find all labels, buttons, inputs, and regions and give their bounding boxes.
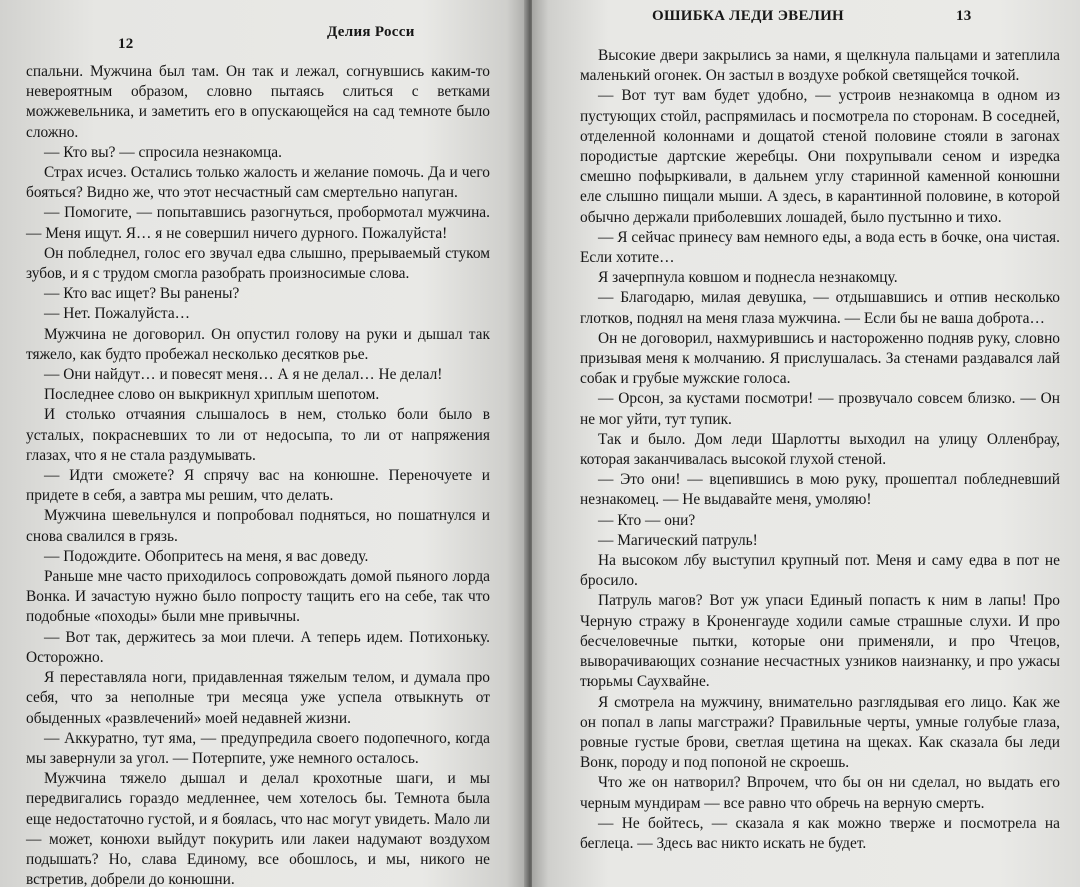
paragraph: Раньше мне часто приходилось сопровождать домой пьяного лорда Вонка. И зачастую нужно было попросту тащить его на себе, так что подобные «походы» были мне привычны.	[26, 568, 490, 626]
paragraph: Что же он натворил? Впрочем, что бы он ни сделал, но выдать его черным мундирам — все равно что обречь на верную смерть.	[580, 774, 1060, 812]
paragraph: Мужчина не договорил. Он опустил голову на руки и дышал так тяжело, как будто пробежал несколько десятков рье.	[26, 325, 490, 363]
paragraph: — Благодарю, милая девушка, — отдышавшись и отпив несколько глотков, поднял на меня глаза мужчина. — Если бы не ваша доброта…	[580, 289, 1060, 327]
right-page	[532, 0, 1080, 887]
left-page	[0, 0, 528, 887]
paragraph: Он побледнел, голос его звучал едва слышно, прерываемый стуком зубов, и я с трудом смогла разобрать произносимые слова.	[26, 244, 490, 283]
paragraph: — Вот так, держитесь за мои плечи. А теперь идем. Потихоньку. Осторожно.	[26, 628, 490, 666]
paragraph: — Орсон, за кустами посмотри! — прозвучало совсем близко. — Он не мог уйти, тут тупик.	[580, 390, 1060, 428]
paragraph: Страх исчез. Остались только жалость и желание помочь. Да и чего бояться? Видно же, что этот несчастный сам смертельно напуган.	[26, 164, 490, 202]
paragraph: — Аккуратно, тут яма, — предупредила своего подопечного, когда мы завернули за угол. — Потерпите, уже немного осталось.	[26, 729, 490, 767]
paragraph: — Помогите, — попытавшись разогнуться, пробормотал мужчина. — Меня ищут. Я… я не совершил ничего дурного. Пожалуйста!	[26, 204, 490, 242]
running-title: ОШИБКА ЛЕДИ ЭВЕЛИН	[652, 8, 844, 24]
page-number: 12	[118, 36, 134, 52]
right-page-text	[580, 46, 1060, 854]
paragraph: На высоком лбу выступил крупный пот. Меня и саму едва в пот не бросило.	[580, 552, 1060, 590]
paragraph: — Кто вас ищет? Вы ранены?	[44, 285, 240, 303]
paragraph: Я переставляла ноги, придавленная тяжелым телом, и думала про себя, что за неполные три месяца уже успела отвыкнуть от обыденных «развлечений» моей недавней жизни.	[26, 669, 490, 727]
paragraph: — Подождите. Обопритесь на меня, я вас доведу.	[44, 547, 369, 565]
paragraph: спальни. Мужчина был там. Он так и лежал, согнувшись каким-то невероятным образом, словно пытаясь слиться с ветками можжевельника, и заметить его в опускающейся на сад темноте было сложно.	[26, 63, 490, 141]
paragraph: Я зачерпнула ковшом и поднесла незнакомцу.	[598, 269, 898, 287]
paragraph: Мужчина шевельнулся и попробовал подняться, но пошатнулся и снова свалился в грязь.	[26, 507, 490, 545]
paragraph: — Не бойтесь, — сказала я как можно тверже и посмотрела на беглеца. — Здесь вас никто искать не будет.	[580, 814, 1060, 852]
paragraph: Он не договорил, нахмурившись и настороженно подняв руку, словно призывая меня к молчанию. Я прислушалась. За стенами раздавался лай собак и грубые мужские голоса.	[580, 329, 1060, 388]
paragraph: — Нет. Пожалуйста…	[44, 305, 191, 323]
paragraph: — Кто — они?	[598, 511, 696, 529]
paragraph: Так и было. Дом леди Шарлотты выходил на улицу Олленбрау, которая заканчивалась высокой глухой стеной.	[580, 430, 1060, 469]
paragraph: — Они найдут… и повесят меня… А я не делал… Не делал!	[44, 366, 443, 384]
paragraph: — Магический патруль!	[598, 531, 758, 549]
paragraph: И столько отчаяния слышалось в нем, столько боли было в усталых, покрасневших то ли от недосыпа, то ли от напряжения глазах, что я не стала раздумывать.	[26, 406, 490, 464]
left-page-text	[26, 62, 490, 887]
page-number: 13	[956, 8, 972, 24]
paragraph: — Кто вы? — спросила незнакомца.	[44, 143, 282, 161]
paragraph: Мужчина тяжело дышал и делал крохотные шаги, и мы передвигались гораздо медленнее, чем хотелось бы. Темнота была еще недостаточно густой, и я боялась, что нас могут увидеть. Мало ли — может, конюхи выйдут покурить или лакеи надумают воздухом подышать? Но, слава Единому, все обошлось, и мы, никого не встретив, добрели до конюшни.	[26, 770, 490, 887]
paragraph: Последнее слово он выкрикнул хриплым шепотом.	[44, 386, 380, 404]
paragraph: — Идти сможете? Я спрячу вас на конюшне. Переночуете и придете в себя, а завтра мы решим, что делать.	[26, 467, 490, 505]
paragraph: — Вот тут вам будет удобно, — устроив незнакомца в одном из пустующих стойл, распрямилась и посмотрела по сторонам. В соседней, отделенной колоннами и дощатой стеной половине стояли в загонах породистые дартские жеребцы. Они похрупывали сеном и изредка смешно пофыркивали, в дальнем углу старинной каменной конюшни еле слышно пищали мыши. А здесь, в карантинной половине, в которой обычно держали приболевших лошадей, было пустынно и тихо.	[580, 87, 1060, 226]
paragraph: Я смотрела на мужчину, внимательно разглядывая его лицо. Как же он попал в лапы магстражи? Правильные черты, умные голубые глаза, ровные густые брови, светлая щетина на щеках. Как сказала бы леди Вонк, породу и под попоной не скроешь.	[580, 693, 1060, 772]
paragraph: Высокие двери закрылись за нами, я щелкнула пальцами и затеплила маленький огонек. Он застыл в воздухе робкой светящейся точкой.	[580, 47, 1060, 85]
running-title: Делия Росси	[327, 24, 415, 40]
paragraph: Патруль магов? Вот уж упаси Единый попасть к ним в лапы! Про Черную стражу в Кроненгауде ходили самые страшные слухи. И про бесчеловечные пытки, которые они применяли, и про Чтецов, выворачивающих сознание несчастных узников наизнанку, и про ужасы тюрьмы Саухвайне.	[580, 592, 1060, 691]
paragraph: — Это они! — вцепившись в мою руку, прошептал побледневший незнакомец. — Не выдавайте меня, умоляю!	[580, 471, 1060, 509]
paragraph: — Я сейчас принесу вам немного еды, а вода есть в бочке, она чистая. Если хотите…	[580, 228, 1060, 267]
